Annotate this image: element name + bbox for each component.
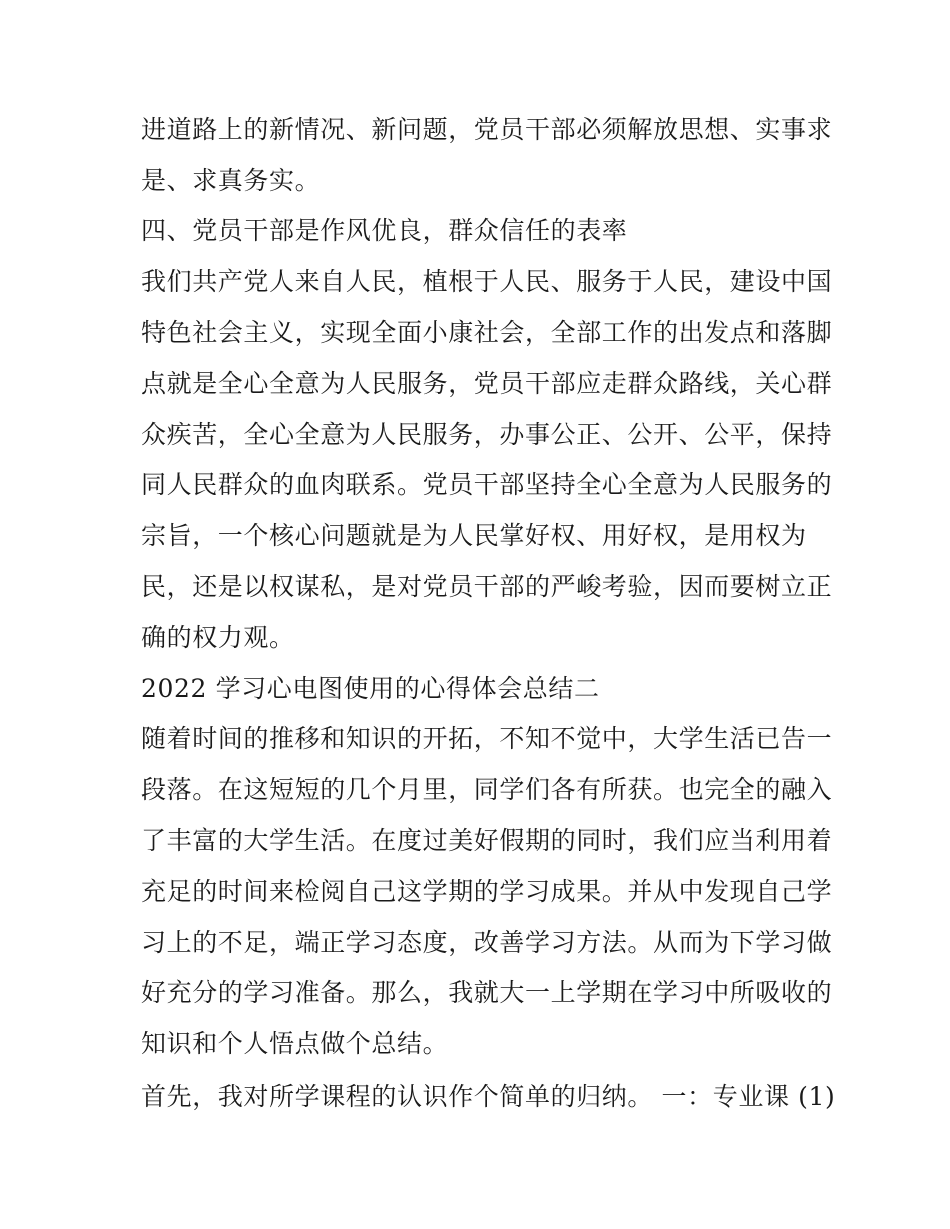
text-line: 进道路上的新情况、新问题，党员干部必须解放思想、实事求 — [141, 115, 833, 144]
text-line: 首先，我对所学课程的认识作个简单的归纳。 一：专业课 (1) — [141, 1082, 836, 1111]
section-title: 2022 学习心电图使用的心得体会总结二 — [141, 674, 600, 703]
text-line: 知识和个人悟点做个总结。 — [141, 1029, 449, 1058]
text-line: 宗旨，一个核心问题就是为人民掌好权、用好权，是用权为 — [141, 521, 807, 550]
text-line: 同人民群众的血肉联系。党员干部坚持全心全意为人民服务的 — [141, 470, 833, 499]
text-line: 段落。在这短短的几个月里，同学们各有所获。也完全的融入 — [141, 775, 833, 804]
text-line: 众疾苦，全心全意为人民服务，办事公正、公开、公平，保持 — [141, 420, 833, 449]
text-line: 习上的不足，端正学习态度，改善学习方法。从而为下学习做 — [141, 928, 833, 957]
text-line: 确的权力观。 — [141, 623, 295, 652]
text-line: 民，还是以权谋私，是对党员干部的严峻考验，因而要树立正 — [141, 572, 833, 601]
text-line: 好充分的学习准备。那么，我就大一上学期在学习中所吸收的 — [141, 978, 833, 1007]
text-line: 充足的时间来检阅自己这学期的学习成果。并从中发现自己学 — [141, 877, 833, 906]
section-heading: 四、党员干部是作风优良，群众信任的表率 — [141, 216, 628, 245]
text-line: 了丰富的大学生活。在度过美好假期的同时，我们应当利用着 — [141, 826, 833, 855]
text-line: 特色社会主义，实现全面小康社会，全部工作的出发点和落脚 — [141, 318, 833, 347]
text-line: 我们共产党人来自人民，植根于人民、服务于人民，建设中国 — [141, 267, 833, 296]
text-line: 点就是全心全意为人民服务，党员干部应走群众路线，关心群 — [141, 369, 833, 398]
text-line: 是、求真务实。 — [141, 166, 321, 195]
text-line: 随着时间的推移和知识的开拓，不知不觉中，大学生活已告一 — [141, 724, 833, 753]
